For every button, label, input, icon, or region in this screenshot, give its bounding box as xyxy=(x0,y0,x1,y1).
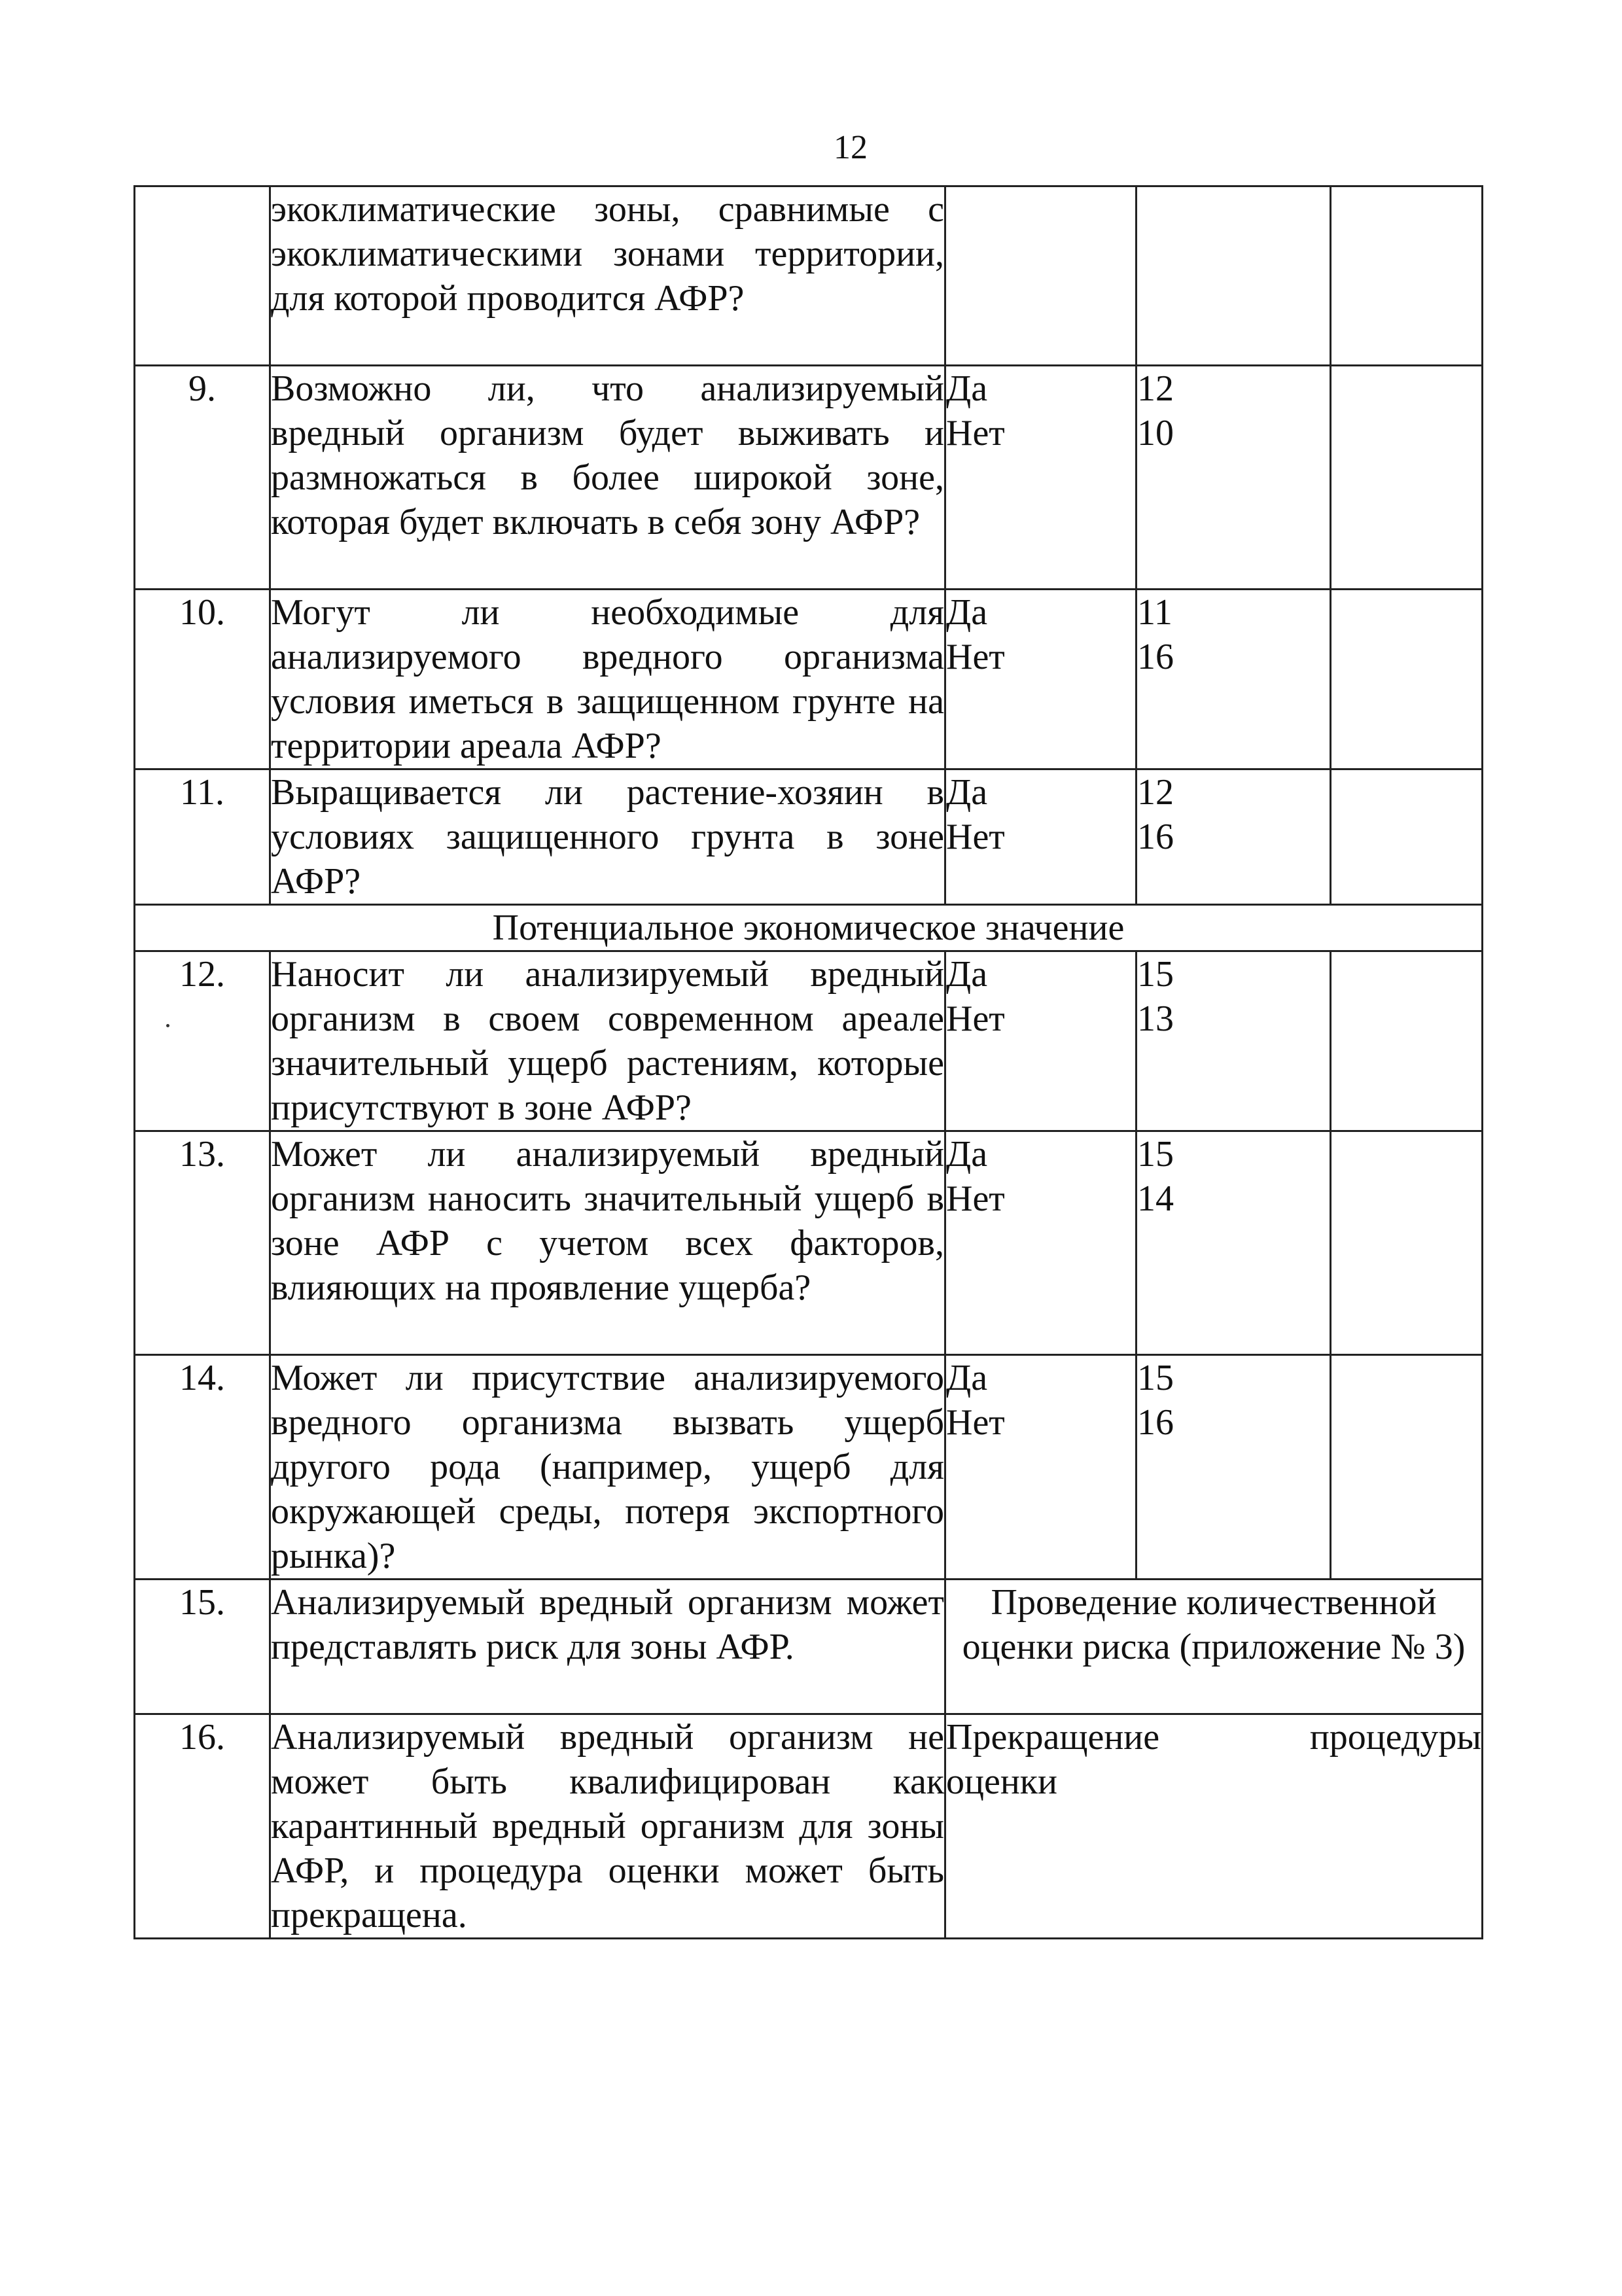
answer-yes: Да xyxy=(946,1358,988,1398)
row-number: 9. xyxy=(135,366,270,590)
empty-cell xyxy=(1331,1355,1483,1580)
answer-cell xyxy=(945,769,1137,905)
answer-no: Нет xyxy=(946,637,1005,677)
empty-cell xyxy=(1331,769,1483,905)
answer-yes: Да xyxy=(946,772,988,813)
row-number: 13. xyxy=(135,1131,270,1355)
answer-no: Нет xyxy=(946,1402,1005,1443)
next-if-yes: 15 xyxy=(1137,1134,1174,1174)
next-if-no: 14 xyxy=(1137,1178,1174,1219)
answer-yes: Да xyxy=(946,592,988,633)
answer-no: Нет xyxy=(946,998,1005,1039)
row-number: 14. xyxy=(135,1355,270,1580)
row-number xyxy=(135,186,270,366)
next-if-yes: 12 xyxy=(1137,368,1174,409)
next-step-cell xyxy=(1137,590,1331,769)
answer-cell xyxy=(945,1131,1137,1355)
row-number: 16. xyxy=(135,1714,270,1939)
answer-yes: Да xyxy=(946,954,988,995)
table-row xyxy=(135,366,1483,590)
table-row xyxy=(135,1355,1483,1580)
next-step-cell xyxy=(1137,186,1331,366)
question-cell: Анализируемый вредный организм не может быть квалифицирован как карантинный вредный организм для зоны АФР, и процедура оценки может быть прекращена. xyxy=(270,1714,945,1939)
question-cell: Может ли анализируемый вредный организм наносить значительный ущерб в зоне АФР с учетом всех факторов, влияющих на проявление ущерба? xyxy=(270,1131,945,1355)
row-number: 15. xyxy=(135,1580,270,1714)
question-cell: Выращивается ли растение-хозяин в условиях защищенного грунта в зоне АФР? xyxy=(270,769,945,905)
question-cell: экоклиматические зоны, сравнимые с экоклиматическими зонами территории, для которой проводится АФР? xyxy=(270,186,945,366)
next-if-yes: 12 xyxy=(1137,772,1174,813)
next-step-cell xyxy=(1137,366,1331,590)
table-row xyxy=(135,590,1483,769)
next-if-yes: 15 xyxy=(1137,954,1174,995)
table-row xyxy=(135,1131,1483,1355)
empty-cell xyxy=(1331,1131,1483,1355)
empty-cell xyxy=(1331,366,1483,590)
question-cell: Может ли присутствие анализируемого вредного организма вызвать ущерб другого рода (например, ущерб для окружающей среды, потеря экспортного рынка)? xyxy=(270,1355,945,1580)
answer-cell xyxy=(945,590,1137,769)
result-cell: Проведение количественной оценки риска (приложение № 3) xyxy=(945,1580,1483,1714)
empty-cell xyxy=(1331,186,1483,366)
next-if-yes: 15 xyxy=(1137,1358,1174,1398)
result-line: оценки xyxy=(946,1761,1057,1802)
section-row xyxy=(135,905,1483,951)
afr-decision-table xyxy=(133,185,1483,1939)
answer-no: Нет xyxy=(946,1178,1005,1219)
answer-yes: Да xyxy=(946,368,988,409)
section-heading: Потенциальное экономическое значение xyxy=(135,905,1483,951)
result-line: Прекращение процедуры xyxy=(946,1717,1481,1757)
next-if-no: 16 xyxy=(1137,817,1174,857)
table-row xyxy=(135,1714,1483,1939)
empty-cell xyxy=(1331,951,1483,1131)
page-number: 12 xyxy=(834,129,868,166)
answer-cell xyxy=(945,186,1137,366)
question-cell: Могут ли необходимые для анализируемого вредного организма условия иметься в защищенном грунте на территории ареала АФР? xyxy=(270,590,945,769)
table-row xyxy=(135,951,1483,1131)
answer-cell xyxy=(945,951,1137,1131)
row-number: 10. xyxy=(135,590,270,769)
next-if-yes: 11 xyxy=(1137,592,1172,633)
answer-yes: Да xyxy=(946,1134,988,1174)
next-if-no: 16 xyxy=(1137,1402,1174,1443)
empty-cell xyxy=(1331,590,1483,769)
next-step-cell xyxy=(1137,769,1331,905)
answer-cell xyxy=(945,366,1137,590)
table-row xyxy=(135,1580,1483,1714)
table-row xyxy=(135,186,1483,366)
answer-no: Нет xyxy=(946,413,1005,453)
next-if-no: 10 xyxy=(1137,413,1174,453)
next-if-no: 16 xyxy=(1137,637,1174,677)
table-row xyxy=(135,769,1483,905)
answer-cell xyxy=(945,1355,1137,1580)
answer-no: Нет xyxy=(946,817,1005,857)
next-step-cell xyxy=(1137,1355,1331,1580)
question-cell: Анализируемый вредный организм может представлять риск для зоны АФР. xyxy=(270,1580,945,1714)
result-cell xyxy=(945,1714,1483,1939)
next-if-no: 13 xyxy=(1137,998,1174,1039)
row-number: 11. xyxy=(135,769,270,905)
next-step-cell xyxy=(1137,1131,1331,1355)
row-number: 12. xyxy=(135,951,270,1131)
next-step-cell xyxy=(1137,951,1331,1131)
question-cell: Возможно ли, что анализируемый вредный организм будет выживать и размножаться в более широкой зоне, которая будет включать в себя зону АФР? xyxy=(270,366,945,590)
question-cell: Наносит ли анализируемый вредный организм в своем современном ареале значительный ущерб растениям, которые присутствуют в зоне АФР? xyxy=(270,951,945,1131)
